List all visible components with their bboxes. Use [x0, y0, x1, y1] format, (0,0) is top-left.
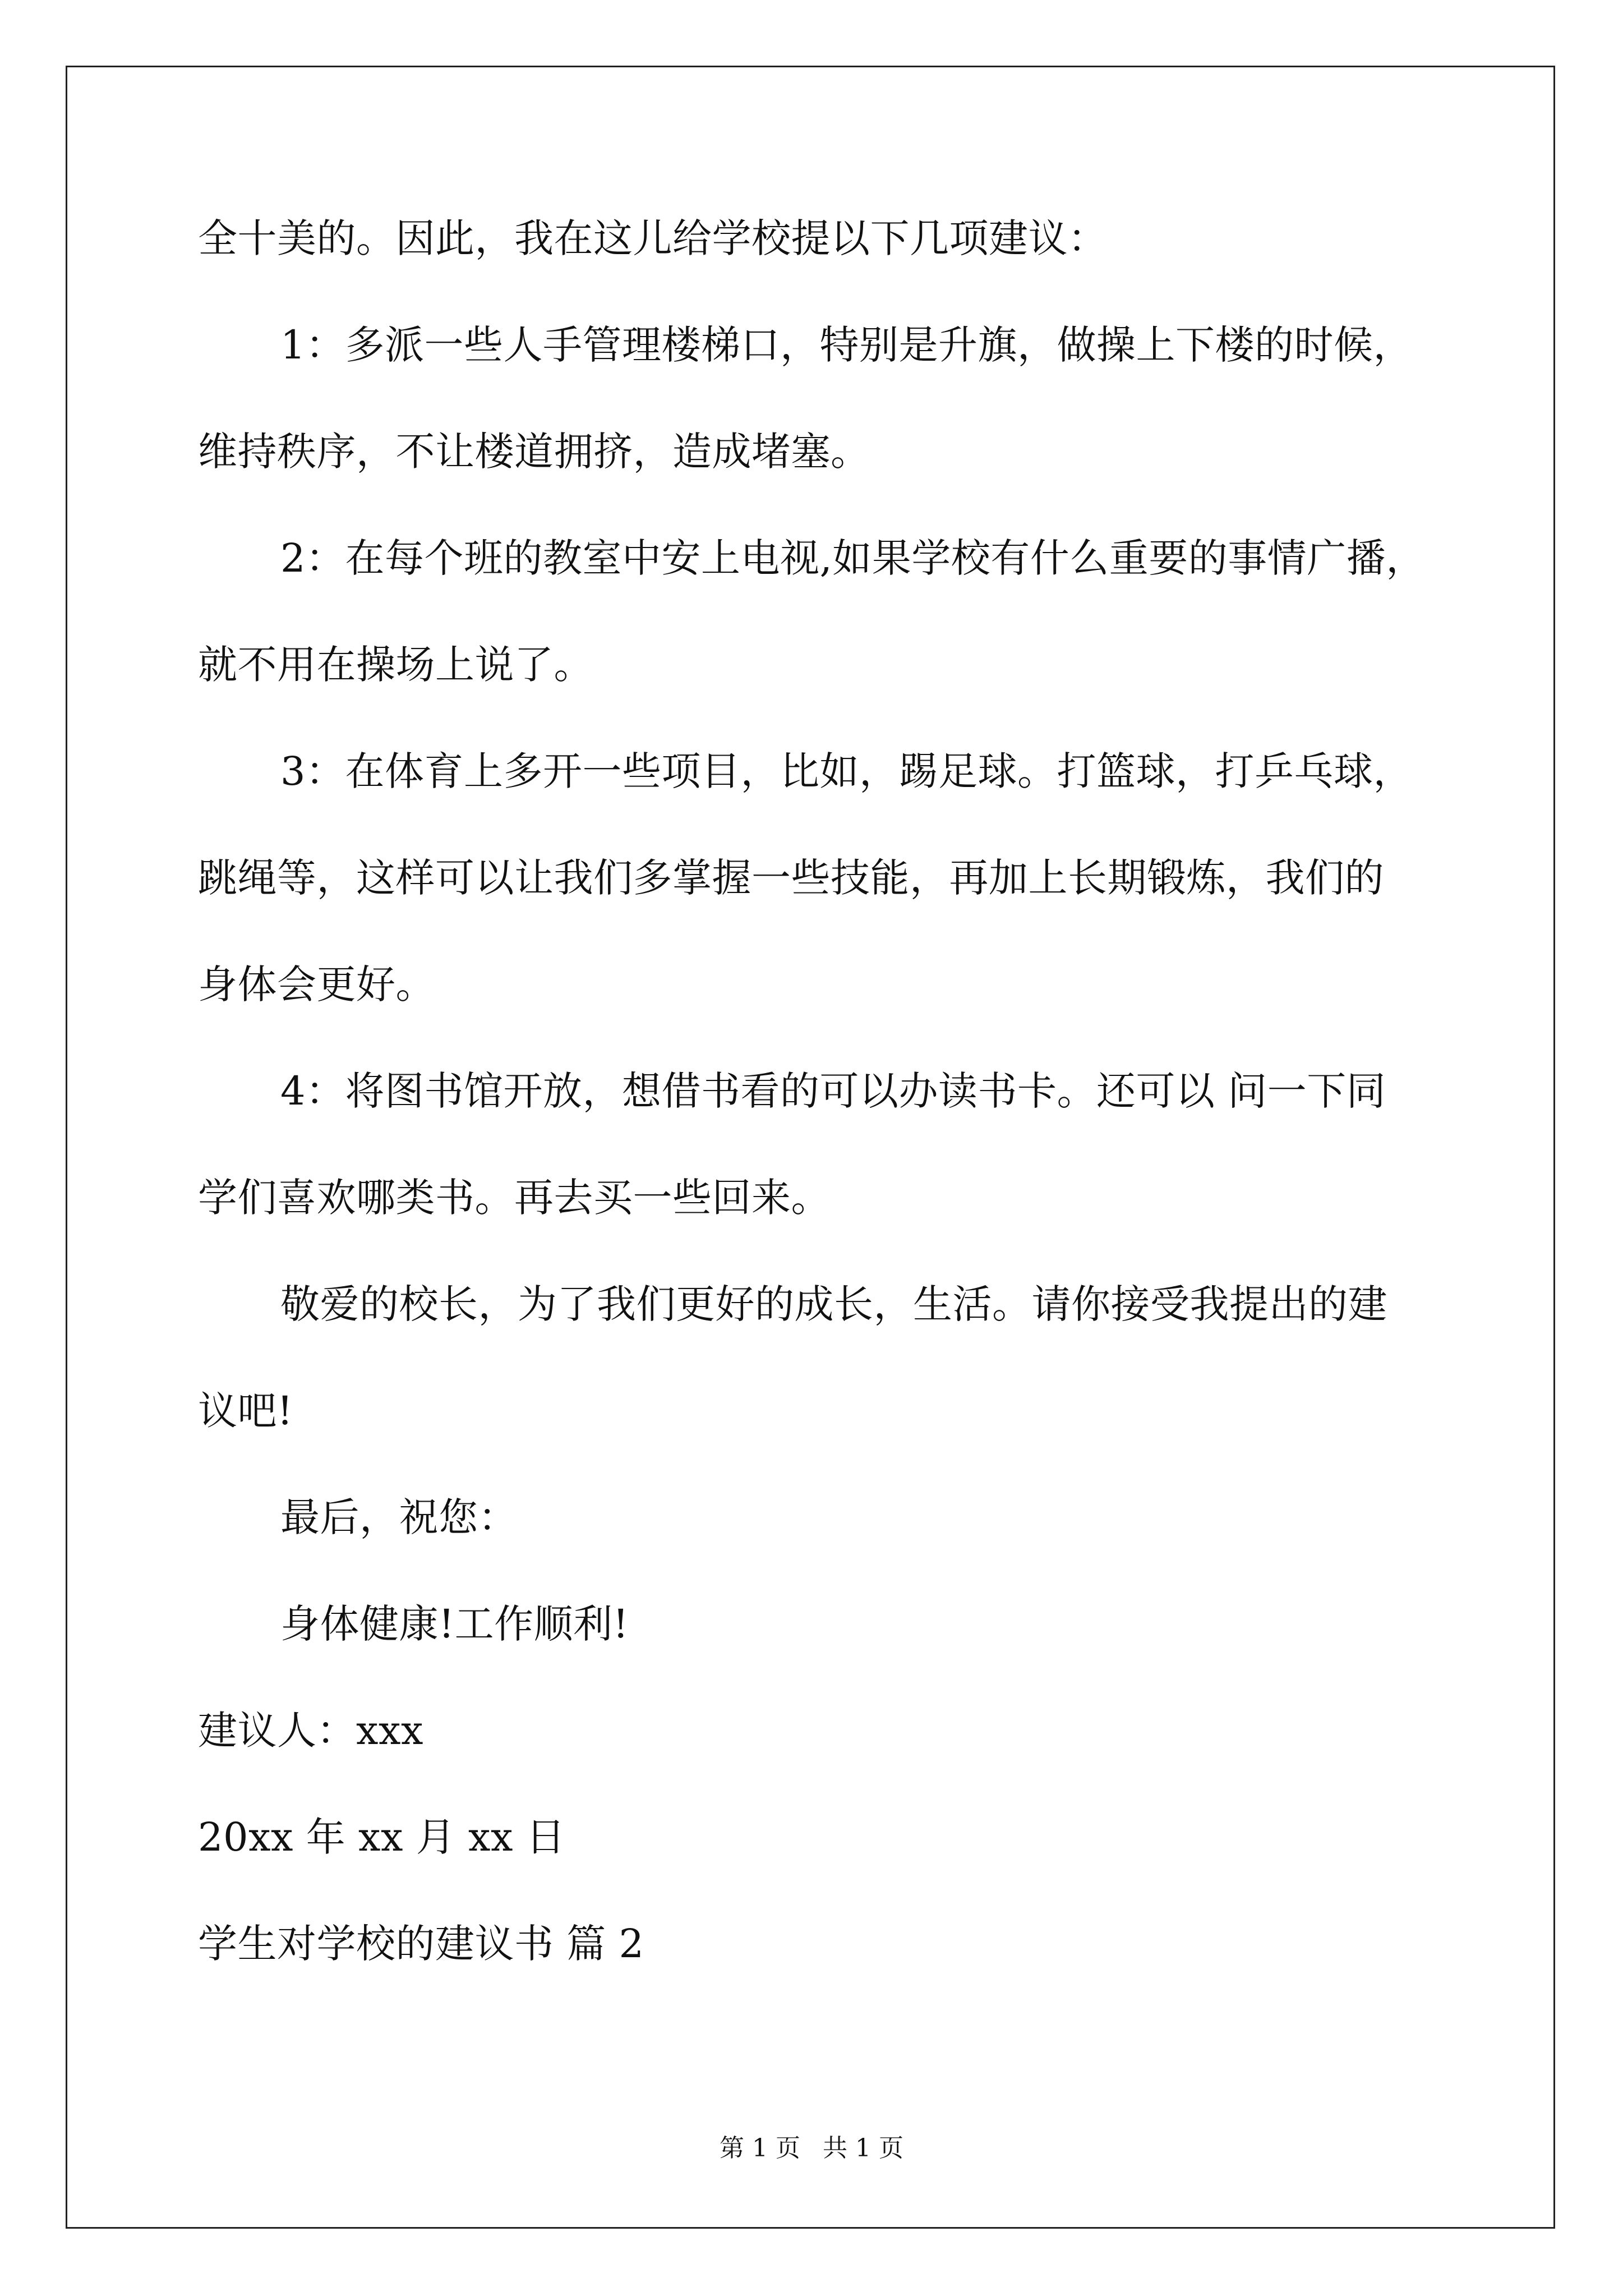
signature-line: 建议人：xxx [198, 1708, 423, 1754]
text-line: 敬爱的校长，为了我们更好的成长，生活。请你接受我提出的建 [280, 1281, 1387, 1327]
date-line: 20xx 年 xx 月 xx 日 [198, 1814, 566, 1860]
text-line: 4：将图书馆开放，想借书看的可以办读书卡。还可以 问一下同 [280, 1068, 1386, 1114]
text-line: 维持秩序，不让楼道拥挤，造成堵塞。 [198, 429, 870, 475]
text-line: 就不用在操场上说了。 [198, 642, 593, 688]
page-footer [0, 2132, 1623, 2165]
text-line: 学们喜欢哪类书。再去买一些回来。 [198, 1175, 831, 1221]
page-number: 第 1 页 [720, 2134, 800, 2162]
page-border [66, 66, 1555, 2229]
text-line: 全十美的。因此，我在这儿给学校提以下几项建议： [198, 215, 1108, 261]
text-line: 议吧! [198, 1388, 293, 1434]
text-line: 最后，祝您： [280, 1494, 518, 1540]
text-line: 2：在每个班的教室中安上电视,如果学校有什么重要的事情广播， [280, 535, 1426, 581]
text-line: 身体会更好。 [198, 961, 435, 1007]
text-line: 3：在体育上多开一些项目，比如，踢足球。打篮球，打乒乓球， [280, 748, 1413, 794]
section-heading: 学生对学校的建议书 篇 2 [198, 1921, 644, 1967]
page-total: 共 1 页 [823, 2134, 903, 2162]
text-line: 跳绳等，这样可以让我们多掌握一些技能，再加上长期锻炼，我们的 [198, 855, 1384, 901]
text-line: 身体健康!工作顺利! [280, 1601, 629, 1647]
text-line: 1：多派一些人手管理楼梯口，特别是升旗，做操上下楼的时候， [280, 322, 1413, 368]
